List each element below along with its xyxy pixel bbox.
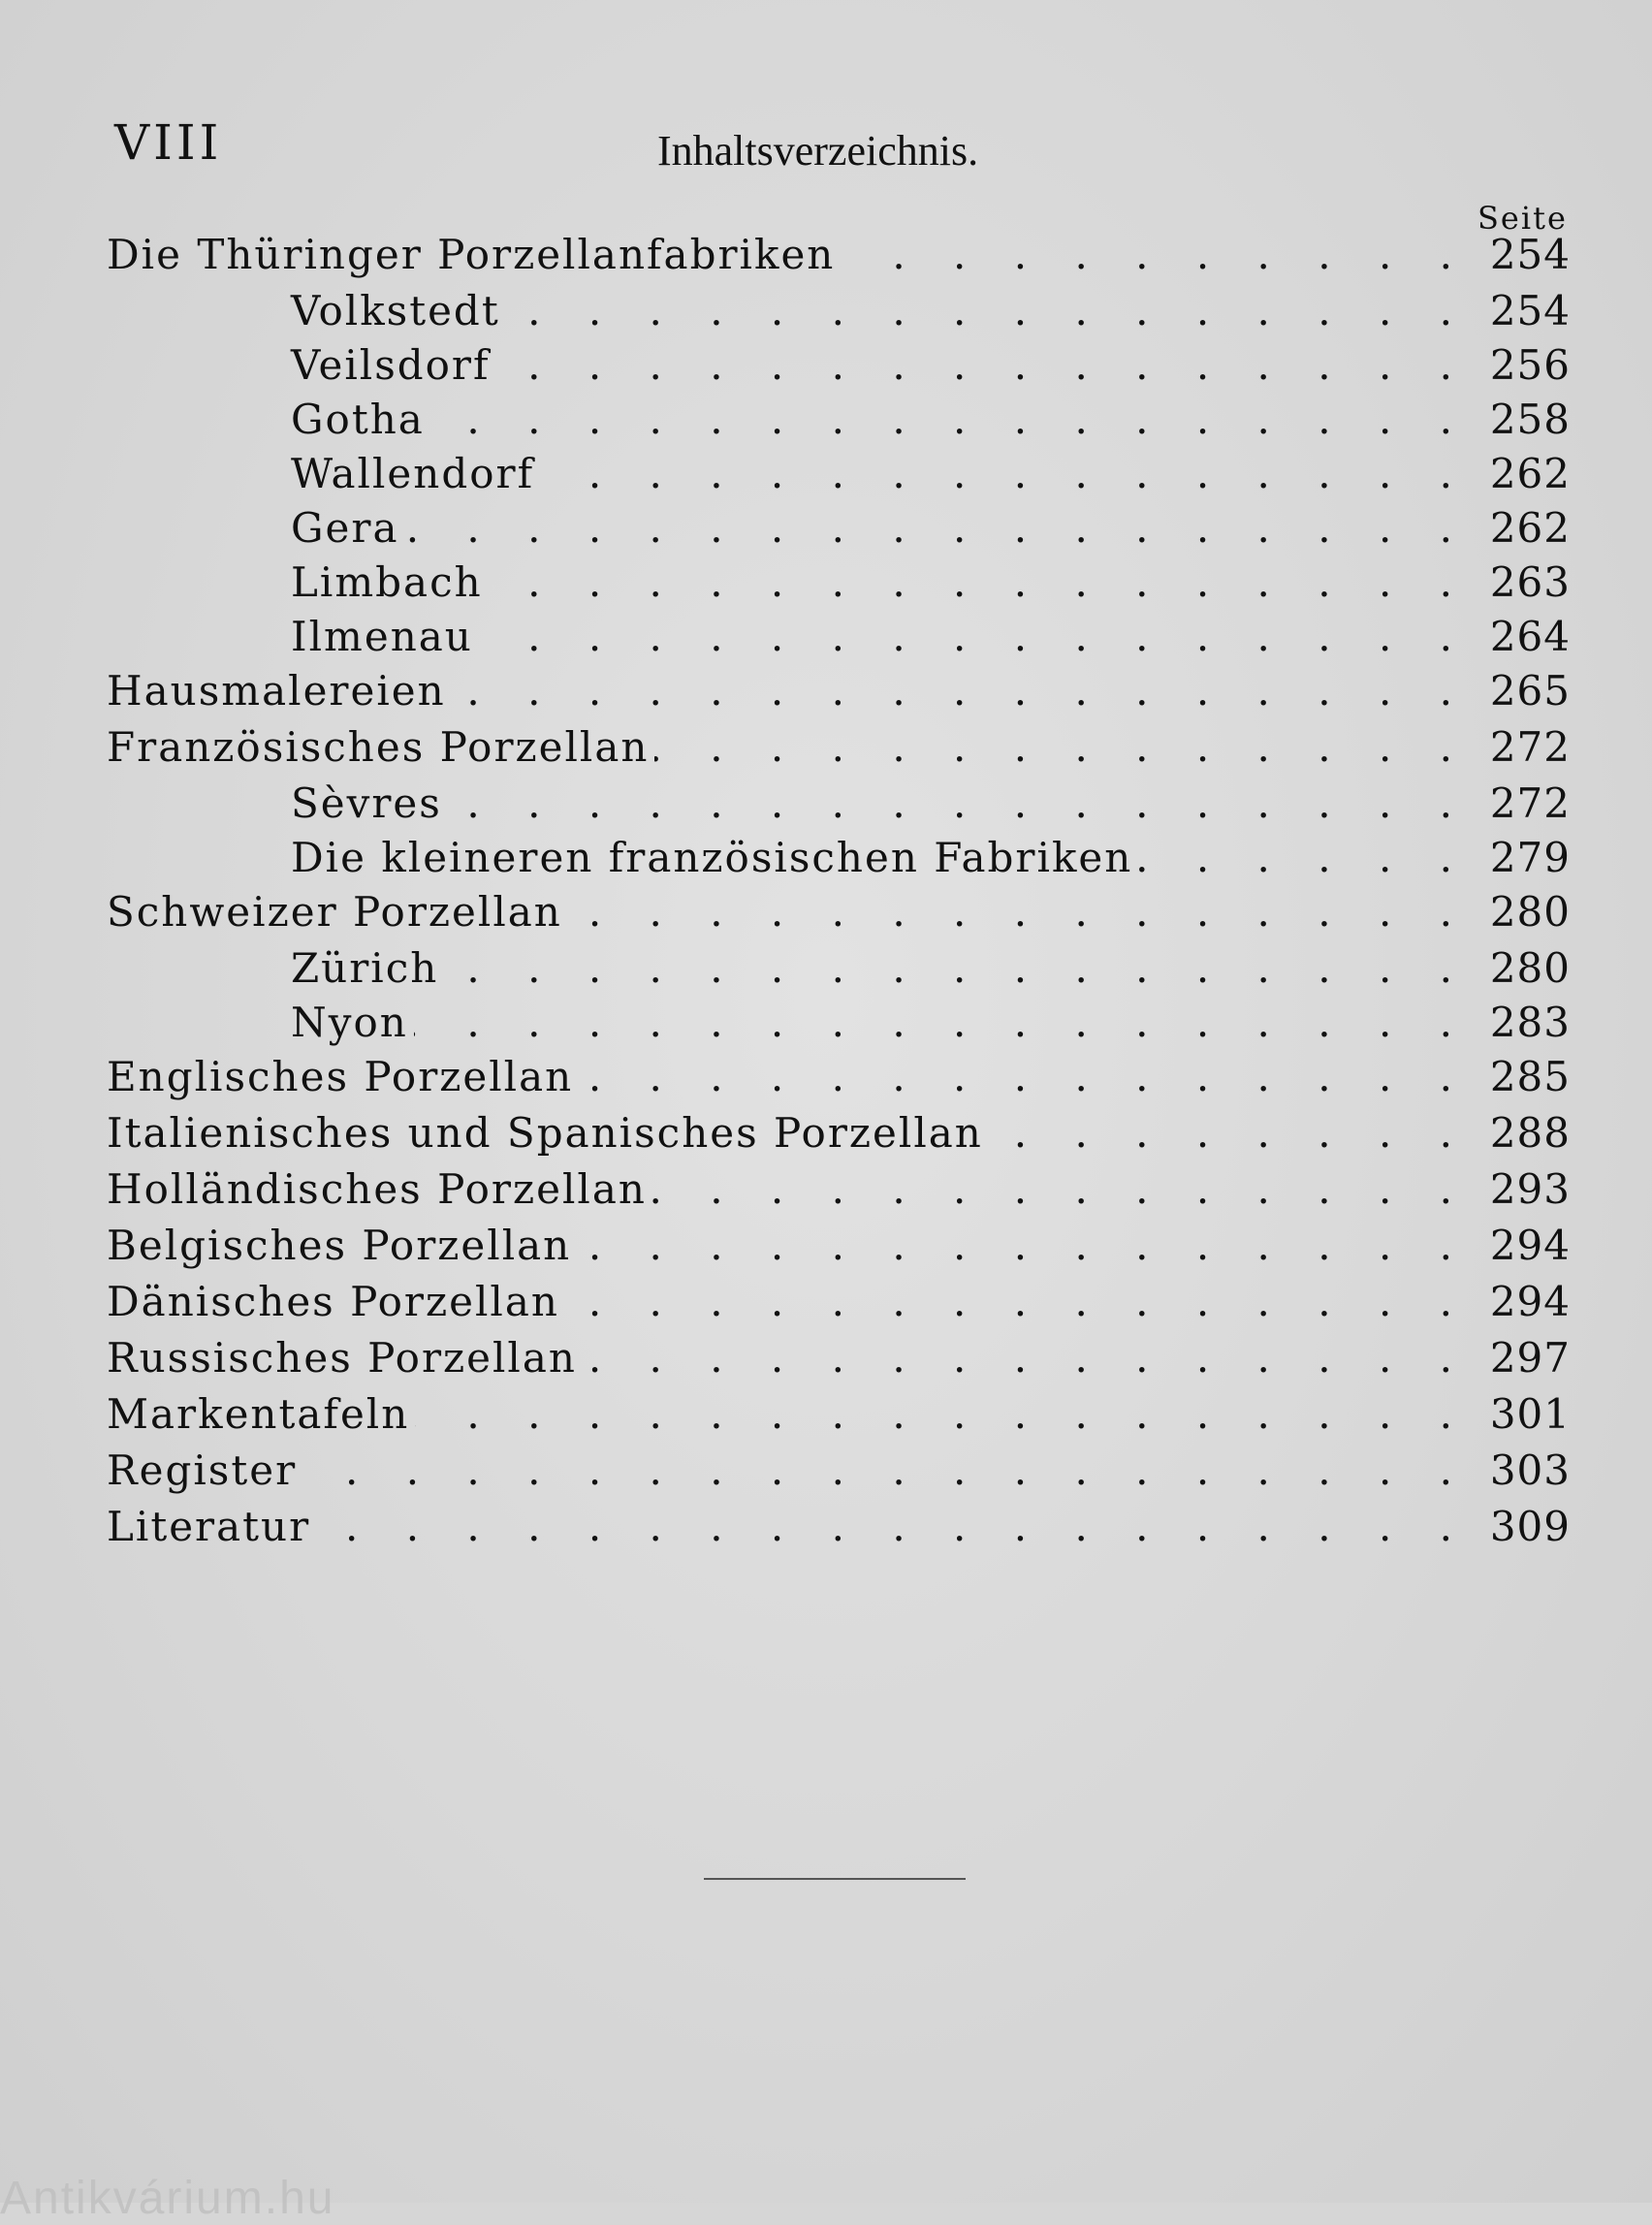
toc-entry-label: Veilsdorf bbox=[291, 341, 491, 389]
toc-entry-label: Belgisches Porzellan bbox=[107, 1222, 572, 1269]
toc-entry bbox=[107, 231, 1571, 287]
toc-subentry bbox=[107, 341, 1571, 396]
toc-entry-page: 280 bbox=[1489, 944, 1571, 992]
toc-entry-page: 280 bbox=[1489, 888, 1571, 936]
dot-leader bbox=[654, 723, 1470, 771]
dot-leader bbox=[430, 396, 1470, 443]
toc-entry bbox=[107, 1278, 1571, 1334]
toc-entry-label: Nyon bbox=[291, 999, 408, 1046]
toc-subentry bbox=[107, 944, 1571, 999]
toc-entry bbox=[107, 1053, 1571, 1109]
toc-entry-label: Die kleineren französischen Fabriken bbox=[291, 834, 1133, 881]
toc-subentry bbox=[107, 450, 1571, 504]
toc-entry-label: Register bbox=[107, 1446, 298, 1494]
page-number: VIII bbox=[114, 114, 223, 171]
toc-entry-label: Russisches Porzellan bbox=[107, 1334, 577, 1382]
toc-entry-page: 272 bbox=[1489, 723, 1571, 771]
dot-leader bbox=[565, 1278, 1470, 1325]
toc-entry-page: 272 bbox=[1489, 779, 1571, 827]
dot-leader bbox=[1138, 834, 1470, 881]
toc-entry-label: Englisches Porzellan bbox=[107, 1053, 574, 1100]
dot-leader bbox=[479, 613, 1470, 660]
toc-entry bbox=[107, 1446, 1571, 1503]
toc-entry-page: 301 bbox=[1489, 1390, 1571, 1438]
toc-subentry bbox=[107, 613, 1571, 667]
toc-entry bbox=[107, 888, 1571, 944]
toc-entry-page: 285 bbox=[1489, 1053, 1571, 1100]
toc-entry-label: Französisches Porzellan bbox=[107, 723, 650, 771]
toc-subentry bbox=[107, 287, 1571, 341]
toc-entry-label: Volkstedt bbox=[291, 287, 500, 334]
toc-entry-label: Literatur bbox=[107, 1503, 311, 1550]
toc-entry-label: Die Thüringer Porzellanfabriken bbox=[107, 231, 836, 278]
toc-entry-page: 279 bbox=[1489, 834, 1571, 881]
dot-leader bbox=[489, 558, 1470, 606]
toc-entry-page: 309 bbox=[1489, 1503, 1571, 1550]
running-title: Inhaltsverzeichnis. bbox=[657, 127, 979, 175]
toc-entry-page: 254 bbox=[1489, 231, 1571, 278]
dot-leader bbox=[405, 504, 1470, 552]
toc-entry bbox=[107, 1222, 1571, 1278]
toc-subentry bbox=[107, 558, 1571, 613]
toc-entry-label: Hausmalereien bbox=[107, 667, 446, 715]
dot-leader bbox=[444, 944, 1470, 992]
toc-entry-page: 263 bbox=[1489, 558, 1571, 606]
toc-entry-label: Gera bbox=[291, 504, 399, 552]
toc-entry-page: 293 bbox=[1489, 1165, 1571, 1213]
dot-leader bbox=[316, 1503, 1470, 1550]
dot-leader bbox=[448, 779, 1470, 827]
dot-leader bbox=[989, 1109, 1470, 1157]
dot-leader bbox=[652, 1165, 1470, 1213]
toc-entry-page: 283 bbox=[1489, 999, 1571, 1046]
toc-entry bbox=[107, 1109, 1571, 1165]
page-header bbox=[0, 114, 1652, 182]
toc-entry-label: Dänisches Porzellan bbox=[107, 1278, 559, 1325]
toc-entry-label: Sèvres bbox=[291, 779, 442, 827]
toc-entry-page: 303 bbox=[1489, 1446, 1571, 1494]
toc-entry-label: Limbach bbox=[291, 558, 483, 606]
toc-entry bbox=[107, 1390, 1571, 1446]
dot-leader bbox=[583, 1334, 1470, 1382]
end-rule bbox=[704, 1878, 966, 1880]
toc-entry-label: Holländisches Porzellan bbox=[107, 1165, 647, 1213]
toc-subentry bbox=[107, 834, 1571, 888]
page-column-label: Seite bbox=[1477, 200, 1568, 237]
toc-entry bbox=[107, 1334, 1571, 1390]
toc-entry-page: 264 bbox=[1489, 613, 1571, 660]
toc-entry-page: 256 bbox=[1489, 341, 1571, 389]
dot-leader bbox=[841, 231, 1470, 278]
dot-leader bbox=[568, 888, 1470, 936]
toc-entry-page: 262 bbox=[1489, 450, 1571, 497]
dot-leader bbox=[579, 1053, 1470, 1100]
toc-entry-page: 297 bbox=[1489, 1334, 1571, 1382]
toc-subentry bbox=[107, 999, 1571, 1053]
toc-entry-label: Zürich bbox=[291, 944, 439, 992]
dot-leader bbox=[302, 1446, 1470, 1494]
dot-leader bbox=[496, 341, 1470, 389]
toc-entry bbox=[107, 667, 1571, 723]
toc-entry-page: 254 bbox=[1489, 287, 1571, 334]
toc-entry-page: 294 bbox=[1489, 1278, 1571, 1325]
dot-leader bbox=[577, 1222, 1470, 1269]
watermark-text: Antikvárium.hu bbox=[0, 2173, 335, 2224]
dot-leader bbox=[414, 999, 1470, 1046]
toc-entry-label: Gotha bbox=[291, 396, 425, 443]
toc-subentry bbox=[107, 504, 1571, 558]
dot-leader bbox=[415, 1390, 1470, 1438]
toc-entry-page: 262 bbox=[1489, 504, 1571, 552]
toc-subentry bbox=[107, 396, 1571, 450]
toc-entry-page: 288 bbox=[1489, 1109, 1571, 1157]
toc-subentry bbox=[107, 779, 1571, 834]
toc-entry-label: Markentafeln bbox=[107, 1390, 410, 1438]
toc-entry-page: 258 bbox=[1489, 396, 1571, 443]
table-of-contents bbox=[107, 231, 1571, 1559]
toc-entry-page: 294 bbox=[1489, 1222, 1571, 1269]
toc-entry-label: Italienisches und Spanisches Porzellan bbox=[107, 1109, 983, 1157]
dot-leader bbox=[540, 450, 1470, 497]
dot-leader bbox=[452, 667, 1470, 715]
toc-entry bbox=[107, 1165, 1571, 1222]
toc-entry-label: Wallendorf bbox=[291, 450, 535, 497]
toc-entry-page: 265 bbox=[1489, 667, 1571, 715]
toc-entry-label: Ilmenau bbox=[291, 613, 473, 660]
toc-entry bbox=[107, 1503, 1571, 1559]
toc-entry-label: Schweizer Porzellan bbox=[107, 888, 562, 936]
toc-entry bbox=[107, 723, 1571, 779]
dot-leader bbox=[506, 287, 1470, 334]
